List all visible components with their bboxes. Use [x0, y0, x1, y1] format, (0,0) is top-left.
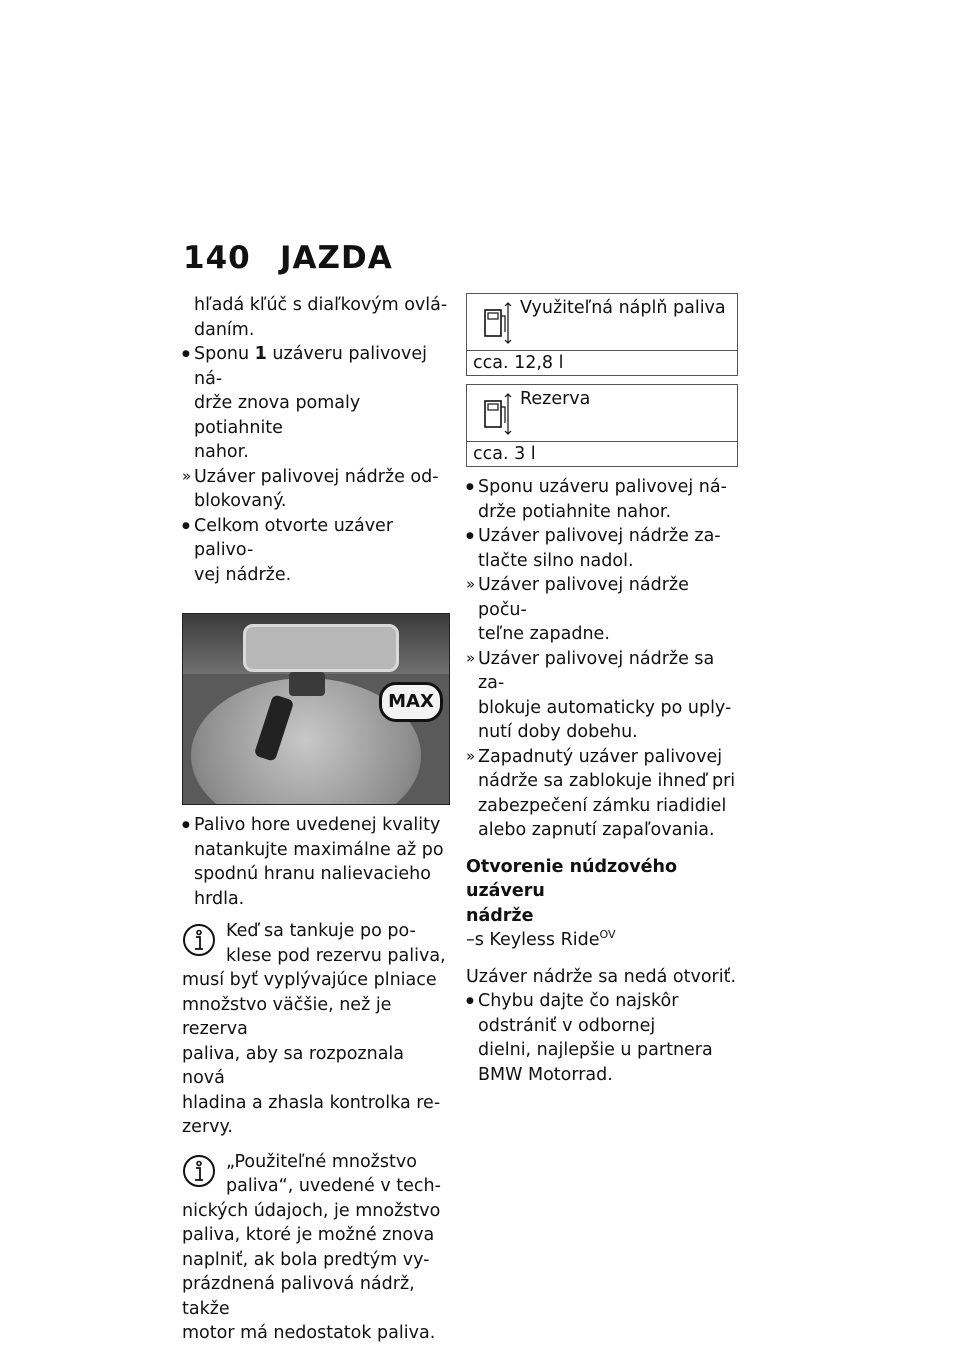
text-line: hladina a zhasla kontrolka re-	[182, 1092, 441, 1113]
left-column	[182, 293, 450, 1346]
right-column	[466, 293, 738, 1087]
text-line: ● Palivo hore uvedenej kvality	[194, 815, 441, 835]
result-item	[466, 647, 738, 745]
info-icon	[182, 923, 216, 957]
page-header	[183, 240, 393, 276]
fuel-filler-photo	[182, 613, 450, 805]
photo-tank-cover	[243, 624, 399, 672]
spec-label: Využiteľná náplň paliva	[520, 298, 726, 318]
text-line: paliva, ktoré je možné znova	[182, 1225, 435, 1245]
text-line: nádrže	[466, 905, 534, 926]
text-line: hrdla.	[194, 888, 245, 909]
spec-label: Rezerva	[520, 389, 591, 409]
option-superscript: OV	[599, 928, 616, 942]
text-line: klese pod rezervu paliva,	[226, 945, 446, 966]
text-line: vej nádrže.	[194, 564, 292, 585]
text-line: dielni, najlepšie u partnera	[478, 1040, 713, 1060]
bullet-item	[466, 989, 738, 1087]
bullet-item	[182, 813, 450, 911]
spec-box-usable-fuel	[466, 293, 738, 376]
text-line: „Použiteľné množstvo	[226, 1151, 417, 1172]
text-line: nutí doby dobehu.	[478, 722, 638, 742]
max-marker-label: MAX	[379, 682, 443, 722]
text-line: tlačte silno nadol.	[478, 550, 634, 571]
bullet-item	[182, 514, 450, 588]
reference-number: 1	[254, 344, 267, 364]
text-line: drže znova pomaly potiahnite	[194, 393, 361, 438]
text-line: Otvorenie núdzového uzáveru	[466, 856, 677, 901]
photo-filler-cap	[289, 672, 325, 696]
info-note	[182, 919, 450, 1140]
chapter-title: JAZDA	[280, 240, 393, 276]
fuel-pump-icon	[481, 393, 515, 435]
text-line: paliva, aby sa rozpoznala nová	[182, 1043, 405, 1088]
text-line: zabezpečení zámku riadidiel	[478, 795, 727, 816]
spec-box-reserve	[466, 384, 738, 467]
text-line: daním.	[194, 319, 255, 340]
text-line: množstvo väčšie, než je rezerva	[182, 994, 392, 1039]
option-line	[466, 928, 738, 953]
text-line: ● Celkom otvorte uzáver palivo-	[194, 515, 394, 560]
text-line: zervy.	[182, 1117, 233, 1137]
text-line: nických údajoch, je množstvo	[182, 1200, 441, 1221]
text-line: » Uzáver palivovej nádrže od-	[194, 466, 439, 487]
text-span: Sponu	[194, 344, 255, 364]
text-line: blokuje automaticky po uply-	[478, 697, 732, 718]
text-line: naplniť, ak bola predtým vy-	[182, 1249, 430, 1270]
text-line: hľadá kľúč s diaľkovým ovlá-	[194, 295, 448, 315]
text-line: ● Sponu uzáveru palivovej ná-	[478, 477, 727, 497]
text-line: » Uzáver palivovej nádrže poču-	[478, 575, 689, 620]
text-line: ● Chybu dajte čo najskôr	[478, 991, 679, 1011]
text-line: Keď sa tankuje po po-	[226, 921, 416, 941]
text-line: nádrže sa zablokuje ihneď pri	[478, 771, 736, 791]
paragraph: Uzáver nádrže sa nedá otvoriť.	[466, 966, 737, 987]
bullet-item	[466, 475, 738, 524]
result-item	[466, 745, 738, 843]
text-line: teľne zapadne.	[478, 624, 610, 644]
bullet-item	[182, 342, 450, 465]
text-line: prázdnená palivová nádrž, takže	[182, 1274, 415, 1319]
info-icon	[182, 1154, 216, 1188]
text-line: odstrániť v odbornej	[478, 1015, 656, 1036]
text-line: natankujte maximálne až po	[194, 839, 444, 860]
result-item	[182, 465, 450, 514]
text-line: » Zapadnutý uzáver palivovej	[478, 746, 723, 767]
option-text: –s Keyless Ride	[466, 930, 600, 950]
section-heading	[466, 855, 738, 929]
paragraph	[182, 293, 450, 342]
text-line: alebo zapnutí zapaľovania.	[478, 820, 715, 840]
text-line: blokovaný.	[194, 491, 287, 511]
text-line: drže potiahnite nahor.	[478, 501, 672, 522]
info-note	[182, 1150, 450, 1346]
spec-value: cca. 12,8 l	[473, 353, 564, 373]
text-line: » Uzáver palivovej nádrže sa za-	[478, 648, 715, 693]
text-line: nahor.	[194, 442, 249, 462]
text-span: uzáveru palivovej ná-	[194, 344, 427, 389]
bullet-item	[466, 524, 738, 573]
text-line: musí byť vyplývajúce plniace	[182, 970, 437, 990]
text-line: ● Uzáver palivovej nádrže za-	[478, 526, 721, 546]
result-item	[466, 573, 738, 647]
text-line: spodnú hranu nalievacieho	[194, 864, 431, 884]
spec-value: cca. 3 l	[473, 444, 536, 464]
text-line: motor má nedostatok paliva.	[182, 1323, 436, 1343]
text-line: paliva“, uvedené v tech-	[226, 1176, 441, 1196]
text-line: BMW Motorrad.	[478, 1064, 613, 1085]
fuel-pump-icon	[481, 302, 515, 344]
page-number: 140	[183, 240, 251, 276]
